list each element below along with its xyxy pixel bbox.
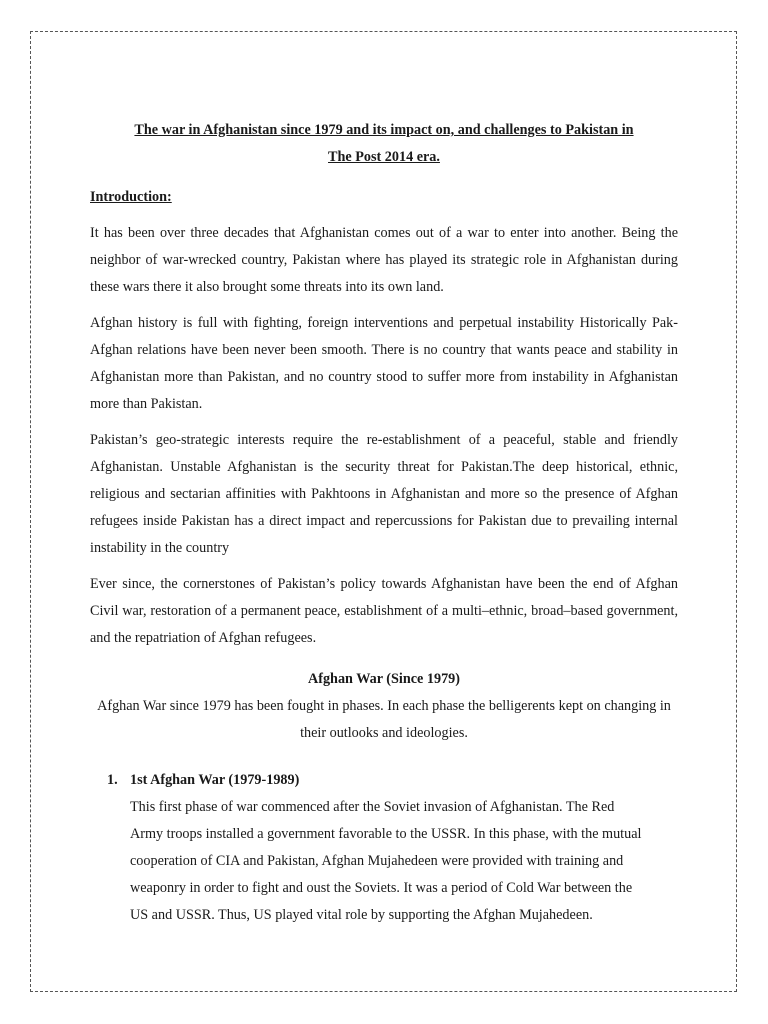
list-item: [90, 767, 678, 929]
section-title: Afghan War (Since 1979): [307, 671, 460, 687]
list-item-body: [130, 767, 678, 929]
numbered-list: [90, 767, 678, 929]
paragraph-4: Ever since, the cornerstones of Pakistan’s policy towards Afghanistan have been the end of Afghan Civil war, restoration of a permanent peace, establishment of a multi–ethnic, broad–based government, and the repatriation of Afghan refugees.: [90, 576, 678, 646]
title-line-1: The war in Afghanistan since 1979 and its impact on, and challenges to Pakistan in: [134, 122, 634, 138]
introduction-heading: Introduction:: [90, 189, 172, 205]
list-item-number: 1.: [107, 772, 118, 788]
paragraph-1: It has been over three decades that Afghanistan comes out of a war to enter into another. Being the neighbor of war-wrecked country, Pakistan where has played its strategic role in Afghanistan during these wars there it also brought some threats into its own land.: [90, 225, 678, 295]
paragraph-2: Afghan history is full with fighting, foreign interventions and perpetual instability Historically Pak-Afghan relations have been never been smooth. There is no country that wants peace and stability in Afghanistan more than Pakistan, and no country stood to suffer more from instability in Afghanistan more than Pakistan.: [90, 315, 678, 412]
list-item-heading: 1st Afghan War (1979-1989): [130, 772, 300, 788]
list-item-text: This first phase of war commenced after the Soviet invasion of Afghanistan. The Red Army troops installed a government favorable to the USSR. In this phase, with the mutual cooperation of CIA and Pakistan, Afghan Mujahedeen were provided with training and weaponry in order to fight and oust the Soviets. It was a period of Cold War between the US and USSR. Thus, US played vital role by supporting the Afghan Mujahedeen.: [130, 799, 642, 923]
document-title: [90, 117, 678, 171]
title-line-2: The Post 2014 era.: [328, 149, 440, 165]
section-intro: Afghan War since 1979 has been fought in phases. In each phase the belligerents kept on changing in their outlooks and ideologies.: [97, 698, 671, 741]
document-body: [90, 117, 678, 929]
paragraph-3: Pakistan’s geo-strategic interests require the re-establishment of a peaceful, stable and friendly Afghanistan. Unstable Afghanistan is the security threat for Pakistan.The deep historical, ethnic, religious and sectarian affinities with Pakhtoons in Afghanistan and more so the presence of Afghan refugees inside Pakistan has a direct impact and repercussions for Pakistan due to prevailing internal instability in the country: [90, 432, 678, 556]
